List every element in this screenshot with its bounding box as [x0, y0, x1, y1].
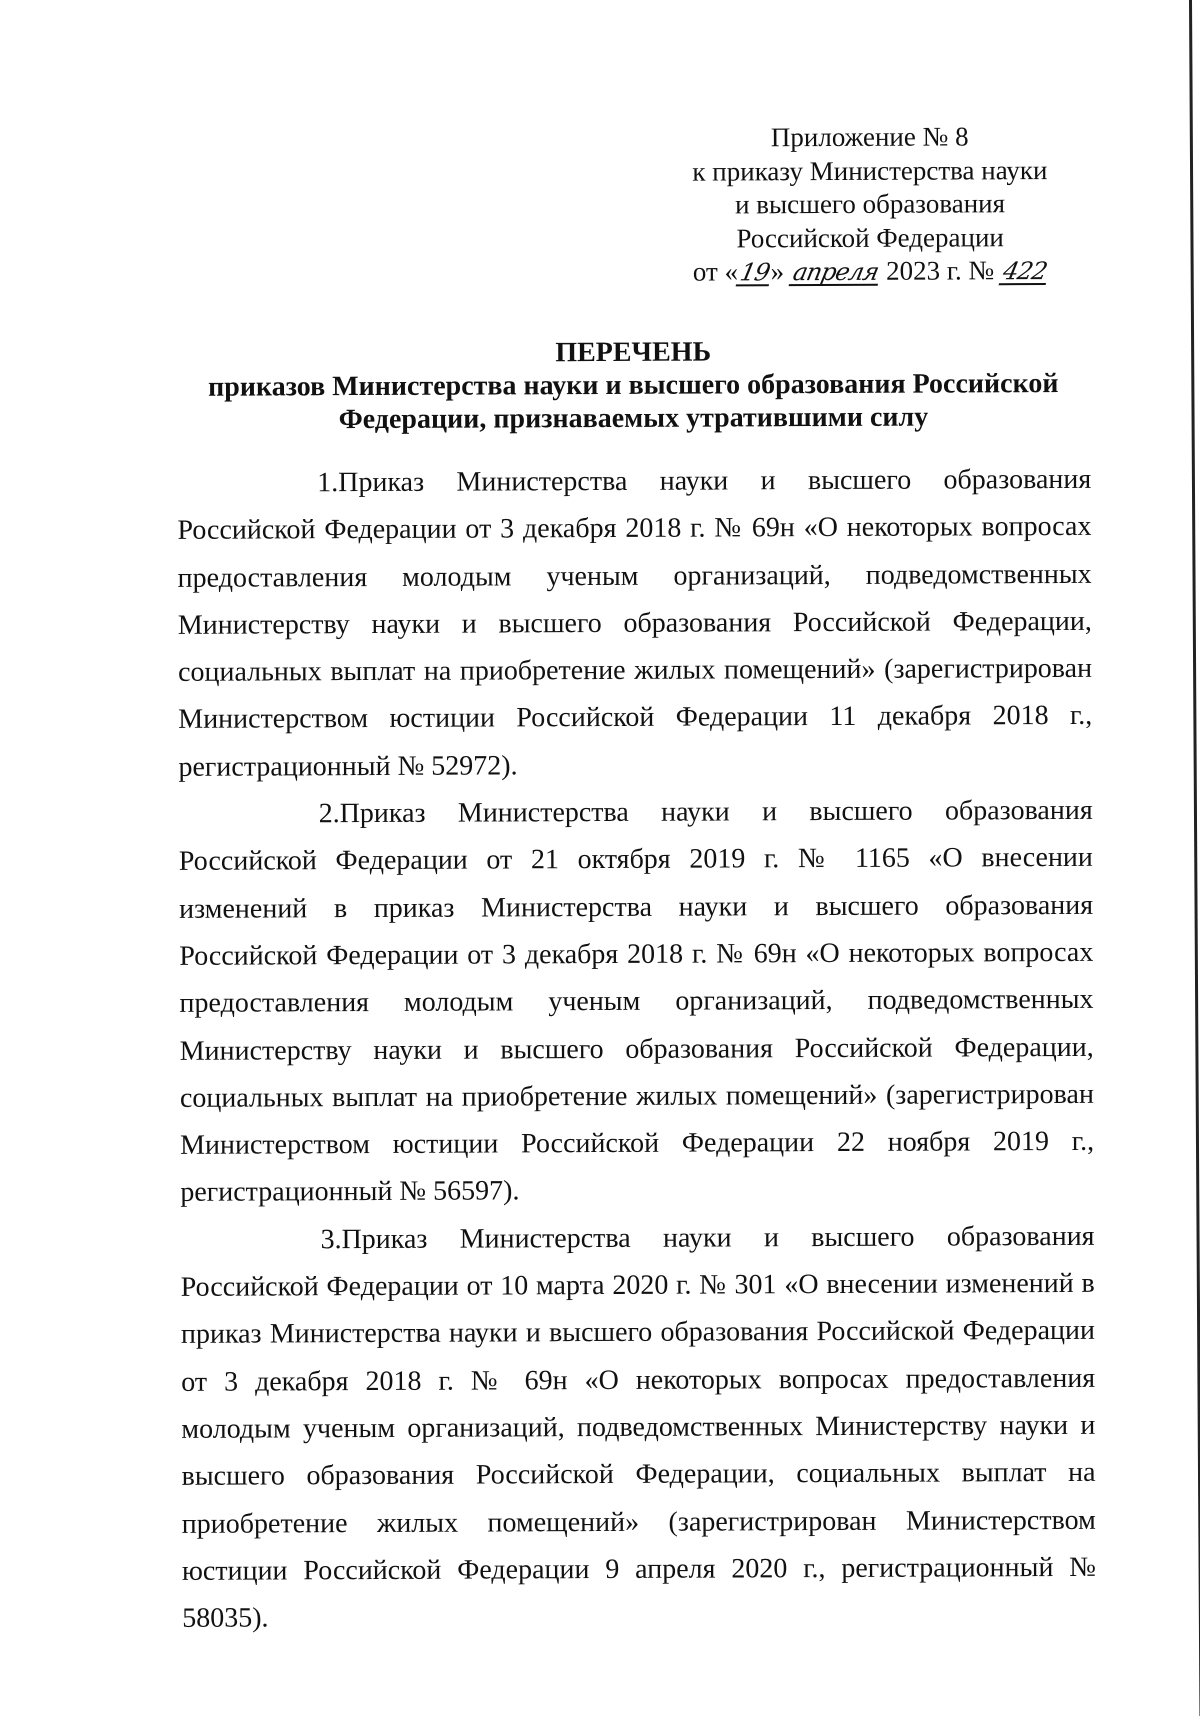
- list-item-number: 2.: [318, 798, 340, 830]
- appendix-ministry: и высшего образования: [734, 188, 1006, 220]
- appendix-country: Российской Федерации: [736, 221, 1004, 253]
- list-item-text: Приказ Министерства науки и высшего образования Российской Федерации от 21 октября 2019 г. № 1165 «О внесении изменений в приказ Министерства науки и высшего образования Российской Федерации от 3 декабря 2018 г. № 69н «О некоторых вопросах предоставления молодым ученым организаций, подведомственных Министерству науки и высшего образования Российской Федерации, социальных выплат на приобретение жилых помещений» (зарегистрирован Министерством юстиции Российской Федерации 22 ноября 2019 г., регистрационный № 56597).: [178, 794, 1095, 1209]
- appendix-date-line: [650, 254, 1090, 289]
- appendix-header: [650, 120, 1091, 289]
- appendix-number: Приложение № 8: [770, 121, 969, 153]
- title-subheading-1: приказов Министерства науки и высшего образования Российской: [208, 368, 1059, 403]
- date-mid: »: [770, 256, 785, 287]
- date-prefix: от «: [692, 256, 739, 287]
- list-item-number: 3.: [320, 1223, 342, 1255]
- list-item: [179, 787, 1095, 1217]
- date-year: 2023 г. №: [886, 255, 995, 286]
- list-item-text: Приказ Министерства науки и высшего образования Российской Федерации от 10 марта 2020 г. № 301 «О внесении изменений в приказ Министерства науки и высшего образования Российской Федерации от 3 декабря 2018 г. № 69н «О некоторых вопросах предоставления молодым ученым организаций, подведомственных Министерству науки и высшего образования Российской Федерации, социальных выплат на приобретение жилых помещений» (зарегистрирован Министерством юстиции Российской Федерации 9 апреля 2020 г., регистрационный № 58035).: [180, 1220, 1097, 1634]
- handwritten-order-number: 422: [1000, 257, 1049, 286]
- handwritten-month: апреля: [790, 257, 881, 287]
- document-title: [171, 334, 1096, 437]
- list-item-text: Приказ Министерства науки и высшего образования Российской Федерации от 3 декабря 2018 г. № 69н «О некоторых вопросах предоставления молодым ученым организаций, подведомственных Министерству науки и высшего образования Российской Федерации, социальных выплат на приобретение жилых помещений» (зарегистрирован Министерством юстиции Российской Федерации 11 декабря 2018 г., регистрационный № 52972).: [177, 463, 1093, 783]
- list-item-number: 1.: [317, 467, 339, 499]
- list-item: [177, 456, 1092, 791]
- title-subheading-2: Федерации, признаваемых утратившими силу: [338, 401, 929, 436]
- list-item: [180, 1213, 1096, 1643]
- title-heading: ПЕРЕЧЕНЬ: [555, 336, 712, 369]
- handwritten-day: 19: [737, 258, 772, 287]
- document-body: [177, 456, 1096, 1642]
- appendix-order-ref: к приказу Министерства науки: [692, 154, 1048, 187]
